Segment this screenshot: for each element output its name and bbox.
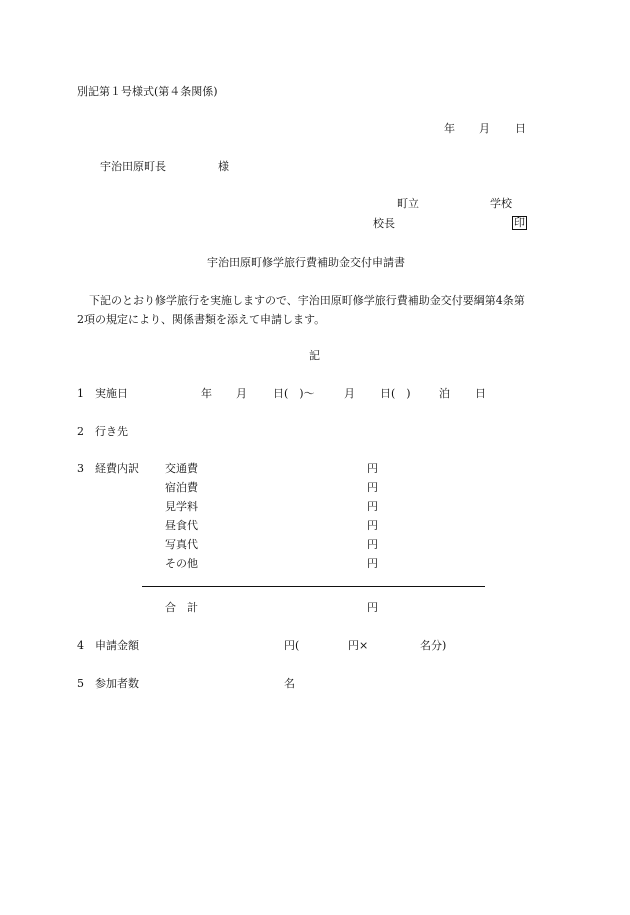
expense-name: 昼食代 — [165, 519, 198, 532]
item4-yen-times: 円× — [348, 639, 369, 652]
body-line-1: 下記のとおり修学旅行を実施しますので、宇治田原町修学旅行費補助金交付要綱第4条第 — [89, 294, 525, 307]
expense-unit: 円 — [367, 462, 378, 475]
item3-number: 3 — [77, 462, 84, 475]
date-day-label: 日 — [515, 122, 526, 135]
expense-name: 宿泊費 — [165, 481, 198, 494]
expense-unit: 円 — [367, 481, 378, 494]
seal-mark: 印 — [514, 216, 525, 229]
total-unit: 円 — [367, 601, 378, 614]
expense-unit: 円 — [367, 519, 378, 532]
item2-number: 2 — [77, 425, 84, 438]
total-rule — [142, 586, 485, 587]
school-suffix: 学校 — [490, 197, 512, 210]
expense-unit: 円 — [367, 500, 378, 513]
item4-label: 申請金額 — [95, 639, 139, 652]
item1-year: 年 — [201, 387, 212, 400]
expense-name: その他 — [165, 557, 198, 570]
item4-yen-open: 円( — [284, 639, 300, 652]
item2-label: 行き先 — [95, 425, 128, 438]
item5-label: 参加者数 — [95, 677, 139, 690]
ki-marker: 記 — [309, 349, 320, 362]
item1-day2: 日( ) — [380, 387, 411, 400]
date-year-label: 年 — [444, 122, 455, 135]
item1-label: 実施日 — [95, 387, 128, 400]
item5-unit: 名 — [284, 677, 295, 690]
body-line-2: 2項の規定により、関係書類を添えて申請します。 — [77, 313, 326, 326]
item4-persons: 名分) — [420, 639, 447, 652]
principal-label: 校長 — [373, 217, 395, 230]
item5-number: 5 — [77, 677, 84, 690]
date-month-label: 月 — [479, 122, 490, 135]
expense-name: 見学料 — [165, 500, 198, 513]
item3-label: 経費内訳 — [95, 462, 139, 475]
item1-month2: 月 — [344, 387, 355, 400]
expense-name: 写真代 — [165, 538, 198, 551]
addressee-honorific: 様 — [218, 160, 229, 173]
expense-unit: 円 — [367, 538, 378, 551]
item1-month1: 月 — [236, 387, 247, 400]
item1-days: 日 — [475, 387, 486, 400]
addressee-name: 宇治田原町長 — [100, 160, 166, 173]
expense-name: 交通費 — [165, 462, 198, 475]
school-prefix: 町立 — [397, 197, 419, 210]
item4-number: 4 — [77, 639, 84, 652]
document-title: 宇治田原町修学旅行費補助金交付申請書 — [207, 256, 405, 269]
expense-unit: 円 — [367, 557, 378, 570]
form-number: 別記第１号様式(第４条関係) — [77, 85, 218, 98]
item1-nights: 泊 — [439, 387, 450, 400]
item1-day1: 日( )～ — [273, 387, 315, 400]
total-label: 合 計 — [165, 601, 198, 614]
item1-number: 1 — [77, 387, 84, 400]
